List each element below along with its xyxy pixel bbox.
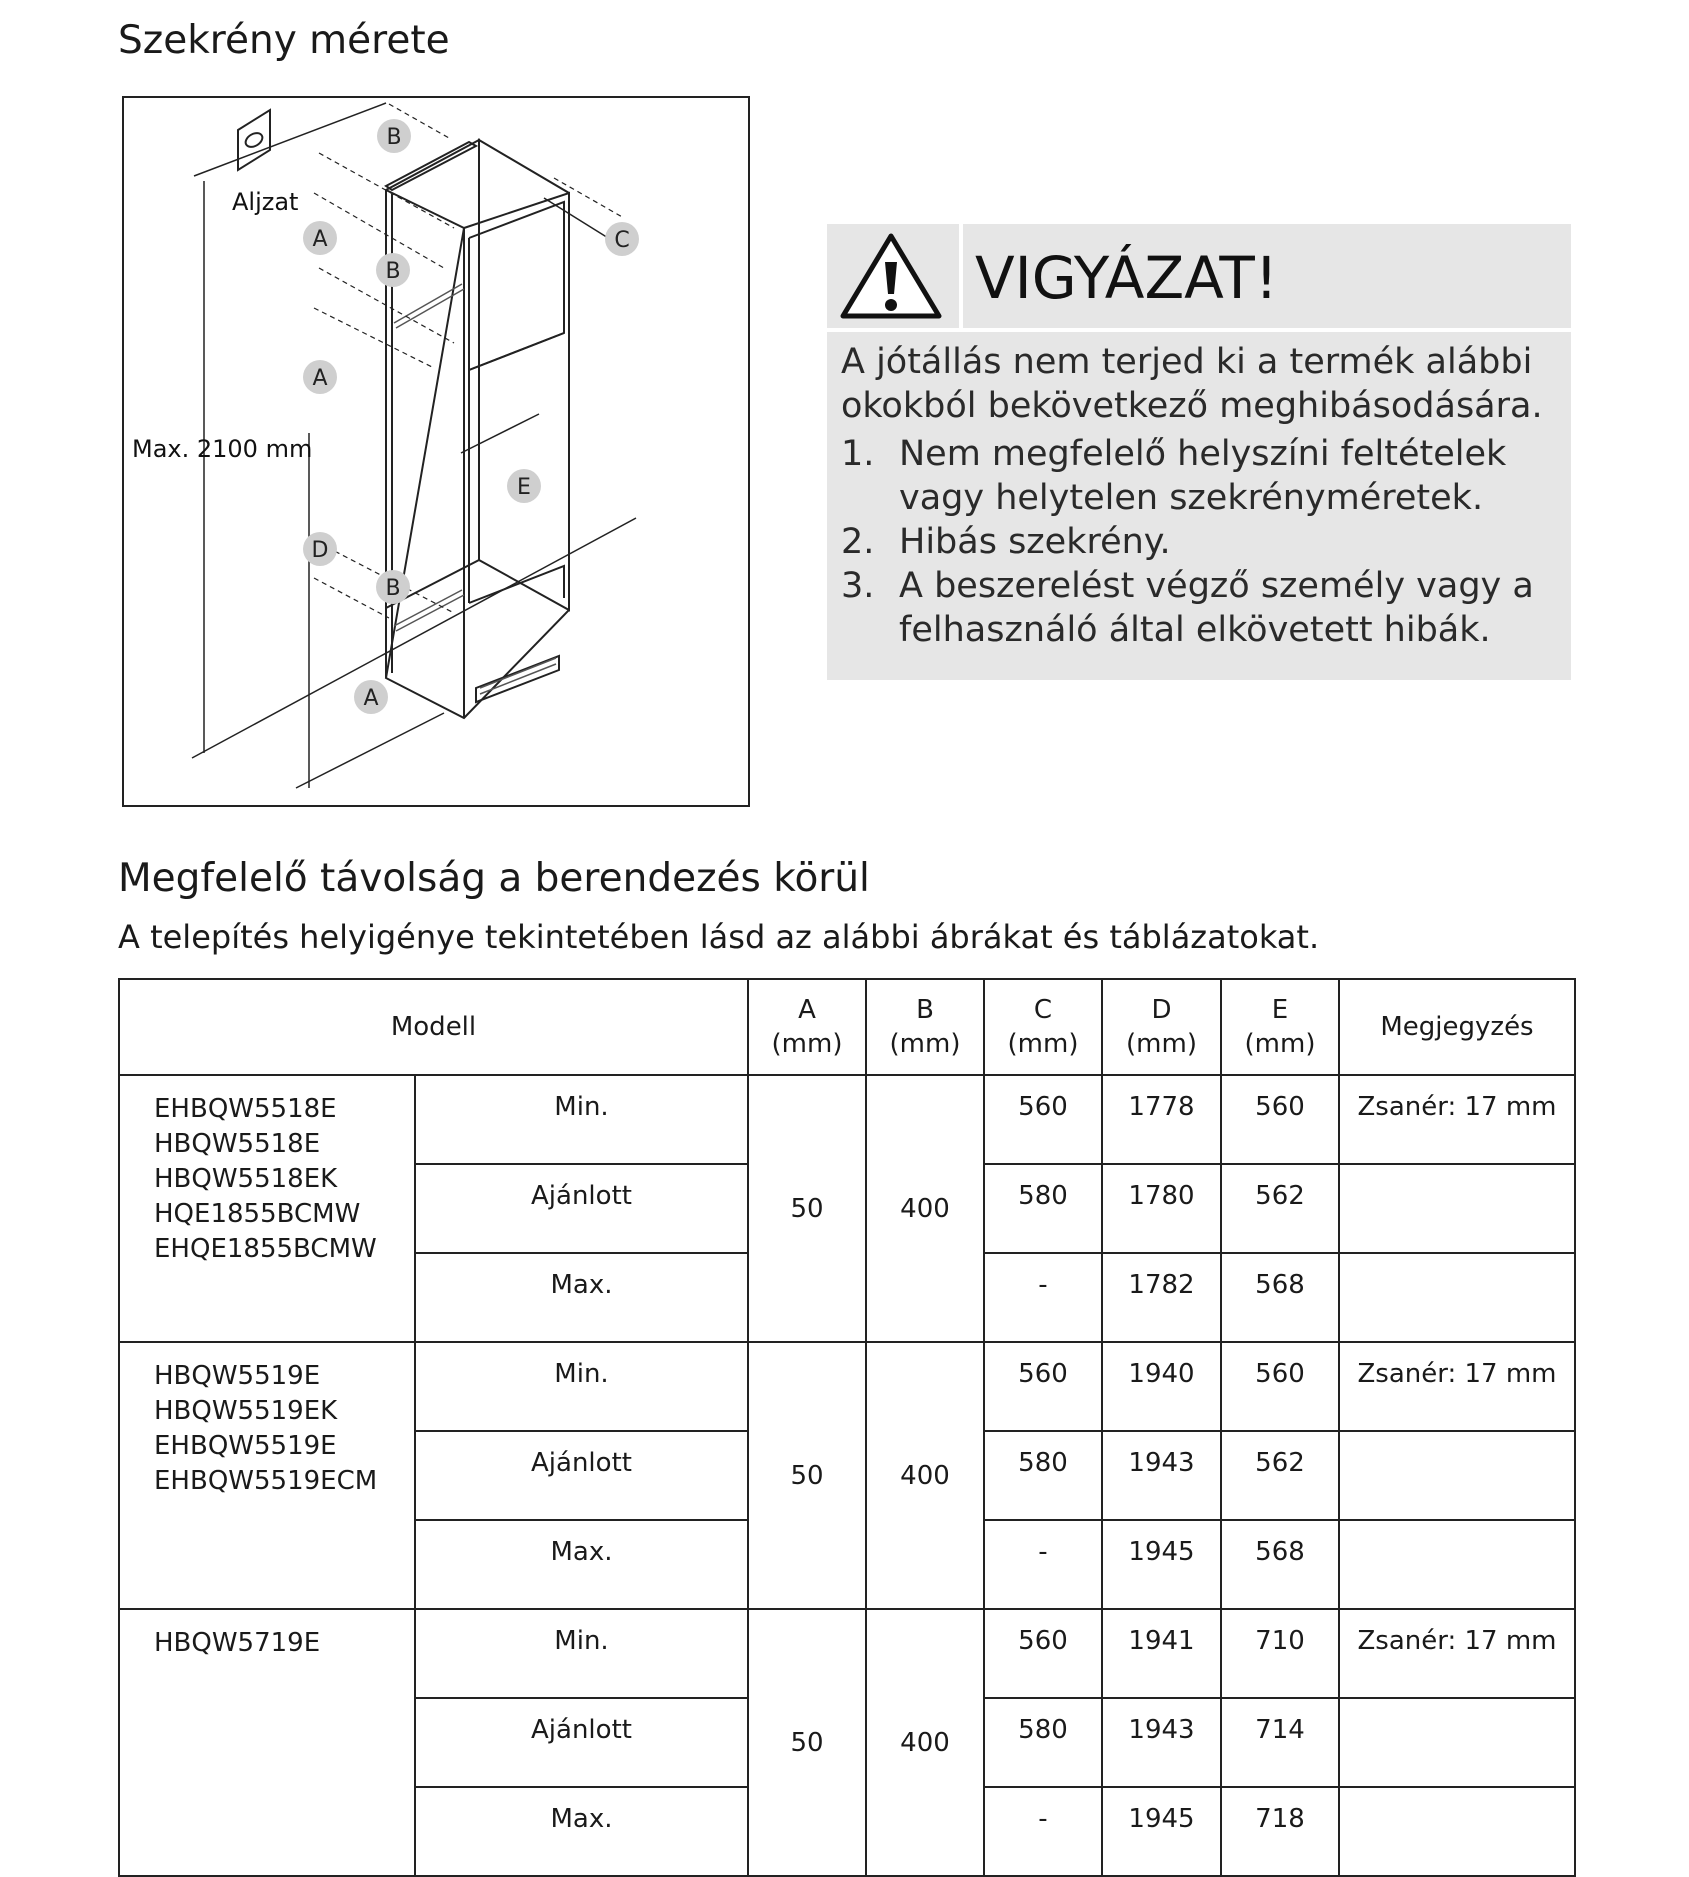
value-d-cell: 1943 <box>1102 1431 1221 1520</box>
value-a-cell: 50 <box>748 1609 866 1876</box>
table-header-row <box>119 979 1575 1075</box>
cabinet-diagram-drawing <box>124 98 748 805</box>
row-label-cell: Ajánlott <box>415 1431 748 1520</box>
warning-item-number: 3. <box>841 566 875 606</box>
section-subtitle: A telepítés helyigénye tekintetében lásd az alábbi ábrákat és táblázatokat. <box>118 918 1320 956</box>
warning-icon-box <box>827 224 957 328</box>
value-c-cell: - <box>984 1253 1102 1342</box>
warning-item-text: A beszerelést végző személy vagy a felhasználó által elkövetett hibák. <box>899 566 1534 650</box>
note-cell <box>1339 1431 1575 1520</box>
model-name: EHBQW5518E <box>154 1094 337 1124</box>
value-d-cell: 1941 <box>1102 1609 1221 1698</box>
model-name: EHQE1855BCMW <box>154 1234 377 1264</box>
socket-icon <box>238 110 270 170</box>
note-cell <box>1339 1698 1575 1787</box>
header-c: C (mm) <box>984 979 1102 1075</box>
model-name: HQE1855BCMW <box>154 1199 361 1229</box>
warning-separator <box>827 328 1571 332</box>
value-d-cell: 1943 <box>1102 1698 1221 1787</box>
note-cell <box>1339 1164 1575 1253</box>
model-name: EHBQW5519ECM <box>154 1466 378 1496</box>
value-a-cell: 50 <box>748 1342 866 1609</box>
value-c-cell: - <box>984 1520 1102 1609</box>
warning-list-item <box>841 564 1566 652</box>
value-d-cell: 1945 <box>1102 1520 1221 1609</box>
note-cell: Zsanér: 17 mm <box>1339 1342 1575 1431</box>
row-label-cell: Ajánlott <box>415 1164 748 1253</box>
note-cell <box>1339 1520 1575 1609</box>
warning-list-item <box>841 432 1566 520</box>
value-b-cell: 400 <box>866 1609 984 1876</box>
warning-body <box>841 340 1566 652</box>
warning-header <box>827 224 1571 328</box>
value-e-cell: 710 <box>1221 1609 1339 1698</box>
model-list-cell <box>119 1075 415 1342</box>
marker-e-label: E <box>517 475 531 500</box>
header-b: B (mm) <box>866 979 984 1075</box>
value-c-cell: 580 <box>984 1431 1102 1520</box>
warning-intro: A jótállás nem terjed ki a termék alábbi okokból bekövetkező meghibásodására. <box>841 342 1543 426</box>
cabinet-front-left <box>386 140 479 608</box>
table-row <box>119 1075 1575 1164</box>
marker-d-label: D <box>311 538 329 563</box>
value-d-cell: 1940 <box>1102 1342 1221 1431</box>
warning-list <box>841 432 1566 652</box>
value-c-cell: 560 <box>984 1609 1102 1698</box>
value-d-cell: 1945 <box>1102 1787 1221 1876</box>
socket-label: Aljzat <box>232 188 299 216</box>
row-label-cell: Min. <box>415 1075 748 1164</box>
warning-box <box>827 224 1571 680</box>
marker-a-low-label: A <box>363 686 379 711</box>
cabinet-diagram <box>122 96 750 807</box>
marker-c-label: C <box>614 228 630 253</box>
row-label-cell: Min. <box>415 1342 748 1431</box>
model-list-cell <box>119 1609 415 1876</box>
header-a: A (mm) <box>748 979 866 1075</box>
marker-b-top-label: B <box>386 125 402 150</box>
row-label-cell: Max. <box>415 1787 748 1876</box>
value-e-cell: 560 <box>1221 1342 1339 1431</box>
table-row <box>119 1342 1575 1431</box>
value-a-cell: 50 <box>748 1075 866 1342</box>
row-label-cell: Max. <box>415 1253 748 1342</box>
header-model: Modell <box>119 979 748 1075</box>
note-cell <box>1339 1787 1575 1876</box>
marker-b-low-label: B <box>385 576 401 601</box>
value-c-cell: 580 <box>984 1164 1102 1253</box>
dim-e-line <box>461 414 539 453</box>
warning-list-item <box>841 520 1566 564</box>
value-b-cell: 400 <box>866 1342 984 1609</box>
model-name: HBQW5518E <box>154 1129 321 1159</box>
height-label: Max. 2100 mm <box>132 435 313 463</box>
warning-item-text: Nem megfelelő helyszíni feltételek vagy helytelen szekrényméretek. <box>899 434 1507 518</box>
dimension-table <box>118 978 1576 1877</box>
value-e-cell: 560 <box>1221 1075 1339 1164</box>
marker-b-mid-label: B <box>385 259 401 284</box>
warning-item-text: Hibás szekrény. <box>899 522 1171 562</box>
warning-item-number: 2. <box>841 522 875 562</box>
value-c-cell: 580 <box>984 1698 1102 1787</box>
value-e-cell: 714 <box>1221 1698 1339 1787</box>
table-row <box>119 1609 1575 1698</box>
note-cell <box>1339 1253 1575 1342</box>
value-c-cell: 560 <box>984 1342 1102 1431</box>
value-c-cell: - <box>984 1787 1102 1876</box>
marker-a-mid-label: A <box>312 366 328 391</box>
warning-triangle-icon <box>827 224 957 328</box>
value-c-cell: 560 <box>984 1075 1102 1164</box>
value-e-cell: 568 <box>1221 1253 1339 1342</box>
model-name: HBQW5519E <box>154 1361 321 1391</box>
header-e: E (mm) <box>1221 979 1339 1075</box>
value-e-cell: 562 <box>1221 1164 1339 1253</box>
warning-header-divider <box>959 224 963 328</box>
section-title-clearance: Megfelelő távolság a berendezés körül <box>118 856 870 901</box>
section-title-cabinet-size: Szekrény mérete <box>118 18 450 63</box>
value-d-cell: 1778 <box>1102 1075 1221 1164</box>
value-e-cell: 718 <box>1221 1787 1339 1876</box>
model-list-cell <box>119 1342 415 1609</box>
model-name: EHBQW5519E <box>154 1431 337 1461</box>
value-e-cell: 562 <box>1221 1431 1339 1520</box>
model-name: HBQW5719E <box>154 1628 321 1658</box>
value-b-cell: 400 <box>866 1075 984 1342</box>
warning-title: VIGYÁZAT! <box>975 244 1279 312</box>
header-d: D (mm) <box>1102 979 1221 1075</box>
warning-item-number: 1. <box>841 434 875 474</box>
note-cell: Zsanér: 17 mm <box>1339 1075 1575 1164</box>
value-d-cell: 1780 <box>1102 1164 1221 1253</box>
model-name: HBQW5518EK <box>154 1164 338 1194</box>
row-label-cell: Ajánlott <box>415 1698 748 1787</box>
row-label-cell: Min. <box>415 1609 748 1698</box>
header-note: Megjegyzés <box>1339 979 1575 1075</box>
row-label-cell: Max. <box>415 1520 748 1609</box>
value-e-cell: 568 <box>1221 1520 1339 1609</box>
cabinet-side-panel <box>479 140 569 610</box>
value-d-cell: 1782 <box>1102 1253 1221 1342</box>
marker-a-top-label: A <box>312 227 328 252</box>
table-body <box>119 1075 1575 1876</box>
note-cell: Zsanér: 17 mm <box>1339 1609 1575 1698</box>
model-name: HBQW5519EK <box>154 1396 338 1426</box>
